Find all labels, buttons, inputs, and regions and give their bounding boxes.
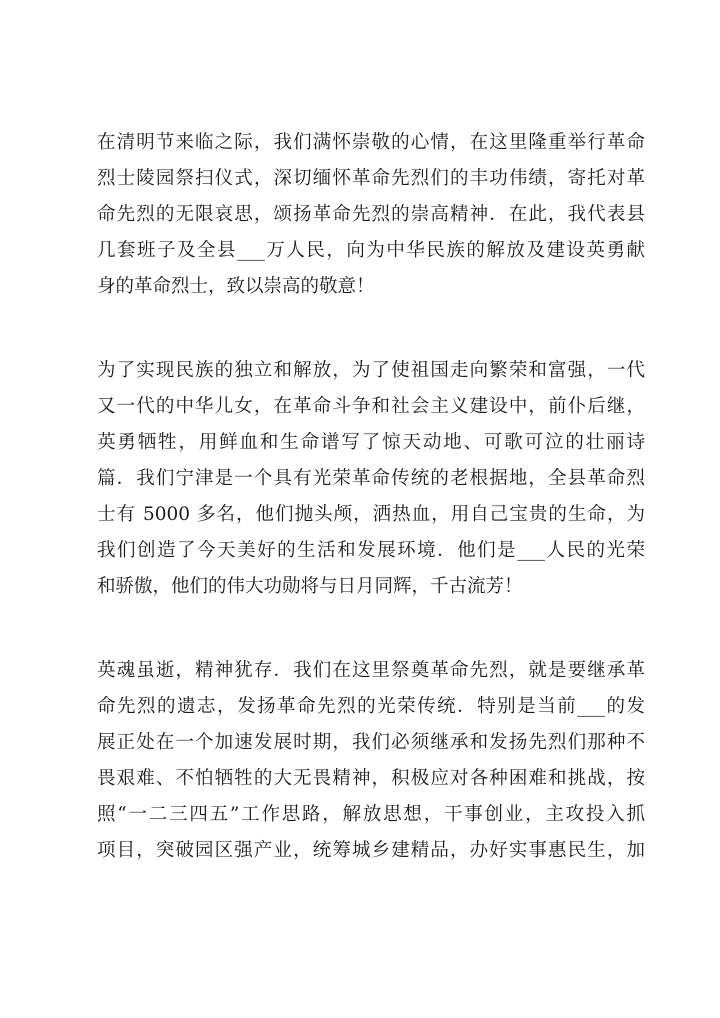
text-line: 命先烈的遗志，发扬革命先烈的光荣传统．特别是当前___的发 [97, 696, 645, 717]
text-line: 几套班子及全县___万人民，向为中华民族的解放及建设英勇献 [97, 240, 645, 261]
text-line: 畏艰难、不怕牺牲的大无畏精神，积极应对各种困难和挑战，按 [97, 768, 645, 789]
text-line: 士有 5000 多名，他们抛头颅，洒热血，用自己宝贵的生命，为 [97, 504, 645, 525]
paragraph-3 [97, 653, 645, 869]
text-line: 和骄傲，他们的伟大功勋将与日月同辉，千古流芳！ [97, 576, 523, 597]
text-line: 又一代的中华儿女，在革命斗争和社会主义建设中，前仆后继， [97, 396, 645, 417]
text-line: 在清明节来临之际，我们满怀崇敬的心情，在这里隆重举行革命 [97, 132, 645, 153]
text-line: 命先烈的无限哀思，颂扬革命先烈的崇高精神．在此，我代表县 [97, 204, 645, 225]
text-line: 照“一二三四五”工作思路，解放思想，干事创业，主攻投入抓 [97, 804, 645, 825]
text-line: 项目，突破园区强产业，统筹城乡建精品，办好实事惠民生，加 [97, 840, 645, 861]
text-line: 烈士陵园祭扫仪式，深切缅怀革命先烈们的丰功伟绩，寄托对革 [97, 168, 645, 189]
paragraph-2 [97, 353, 645, 605]
text-line: 为了实现民族的独立和解放，为了使祖国走向繁荣和富强，一代 [97, 360, 645, 381]
text-line: 展正处在一个加速发展时期，我们必须继承和发扬先烈们那种不 [97, 732, 645, 753]
text-line: 身的革命烈士，致以崇高的敬意！ [97, 276, 375, 297]
text-line: 篇．我们宁津是一个具有光荣革命传统的老根据地，全县革命烈 [97, 468, 645, 489]
text-line: 英勇牺牲，用鲜血和生命谱写了惊天动地、可歌可泣的壮丽诗 [97, 432, 645, 453]
text-line: 英魂虽逝，精神犹存．我们在这里祭奠革命先烈，就是要继承革 [97, 660, 645, 681]
text-line: 我们创造了今天美好的生活和发展环境．他们是___人民的光荣 [97, 540, 645, 561]
paragraph-1 [97, 125, 645, 305]
